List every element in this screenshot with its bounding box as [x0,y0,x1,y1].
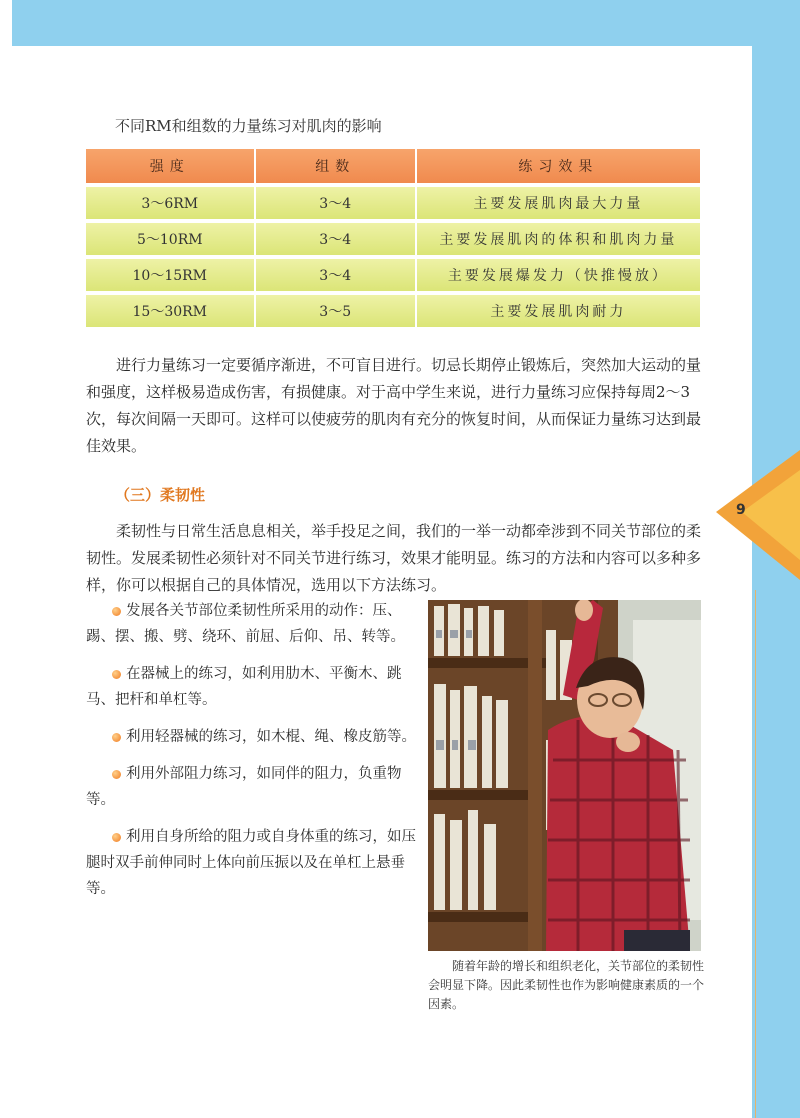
header-sets: 组数 [254,149,415,183]
sky-blue-side-border [752,46,800,1118]
list-item [86,661,416,713]
photo-caption-text: 随着年龄的增长和组织老化，关节部位的柔韧性会明显下降。因此柔韧性也作为影响健康素质的一个因素。 [428,959,705,1011]
cell-sets: 3～4 [254,223,415,255]
page-tab-arrow-icon [716,450,800,580]
section-heading-flexibility: （三）柔韧性 [115,486,206,504]
list-item-text: 利用轻器械的练习，如木棍、绳、橡皮筋等。 [126,729,416,745]
stretching-photo [428,600,701,951]
list-item [86,724,416,750]
list-item [86,761,416,813]
photo-caption [428,957,704,1014]
right-divider-line [755,590,756,1118]
list-item-text: 发展各关节部位柔韧性所采用的动作：压、踢、摆、搬、劈、绕环、前屈、后仰、吊、转等。 [86,603,405,645]
orange-dot-icon [112,733,121,742]
paragraph-text: 进行力量练习一定要循序渐进，不可盲目进行。切忌长期停止锻炼后，突然加大运动的量和强度，这样极易造成伤害，有损健康。对于高中学生来说，进行力量练习应保持每周2～3次，每次间隔一天即可。这样可以使疲劳的肌肉有充分的恢复时间，从而保证力量练习达到最佳效果。 [86,356,702,455]
cell-intensity: 15～30RM [86,295,254,327]
table-row [86,259,700,291]
strength-training-paragraph [86,352,702,460]
cell-sets: 3～4 [254,187,415,219]
rm-training-table [86,145,700,331]
list-item [86,824,416,902]
flexibility-paragraph [86,518,702,599]
cell-effect: 主要发展肌肉的体积和肌肉力量 [415,223,700,255]
orange-dot-icon [112,670,121,679]
header-effect: 练习效果 [415,149,700,183]
list-item-text: 利用外部阻力练习，如同伴的阻力，负重物等。 [86,766,402,808]
table-caption: 不同RM和组数的力量练习对肌肉的影响 [115,117,382,135]
table-row [86,223,700,255]
cell-intensity: 10～15RM [86,259,254,291]
orange-dot-icon [112,770,121,779]
cell-intensity: 3～6RM [86,187,254,219]
orange-dot-icon [112,833,121,842]
cell-sets: 3～5 [254,295,415,327]
cell-intensity: 5～10RM [86,223,254,255]
paragraph-text: 柔韧性与日常生活息息相关，举手投足之间，我们的一举一动都牵涉到不同关节部位的柔韧性。发展柔韧性必须针对不同关节进行练习，效果才能明显。练习的方法和内容可以多种多样，你可以根据自己的具体情况，选用以下方法练习。 [86,522,702,594]
page-number: 9 [736,502,746,518]
cell-effect: 主要发展肌肉耐力 [415,295,700,327]
header-intensity: 强度 [86,149,254,183]
table-header-row [86,149,700,183]
exercise-method-list [86,598,416,913]
cell-effect: 主要发展肌肉最大力量 [415,187,700,219]
cell-effect: 主要发展爆发力（快推慢放） [415,259,700,291]
list-item-text: 在器械上的练习，如利用肋木、平衡木、跳马、把杆和单杠等。 [86,666,402,708]
orange-dot-icon [112,607,121,616]
table-row [86,295,700,327]
table-row [86,187,700,219]
sky-blue-border [12,0,800,46]
list-item [86,598,416,650]
cell-sets: 3～4 [254,259,415,291]
list-item-text: 利用自身所给的阻力或自身体重的练习，如压腿时双手前伸同时上体向前压振以及在单杠上悬垂等。 [86,829,416,897]
